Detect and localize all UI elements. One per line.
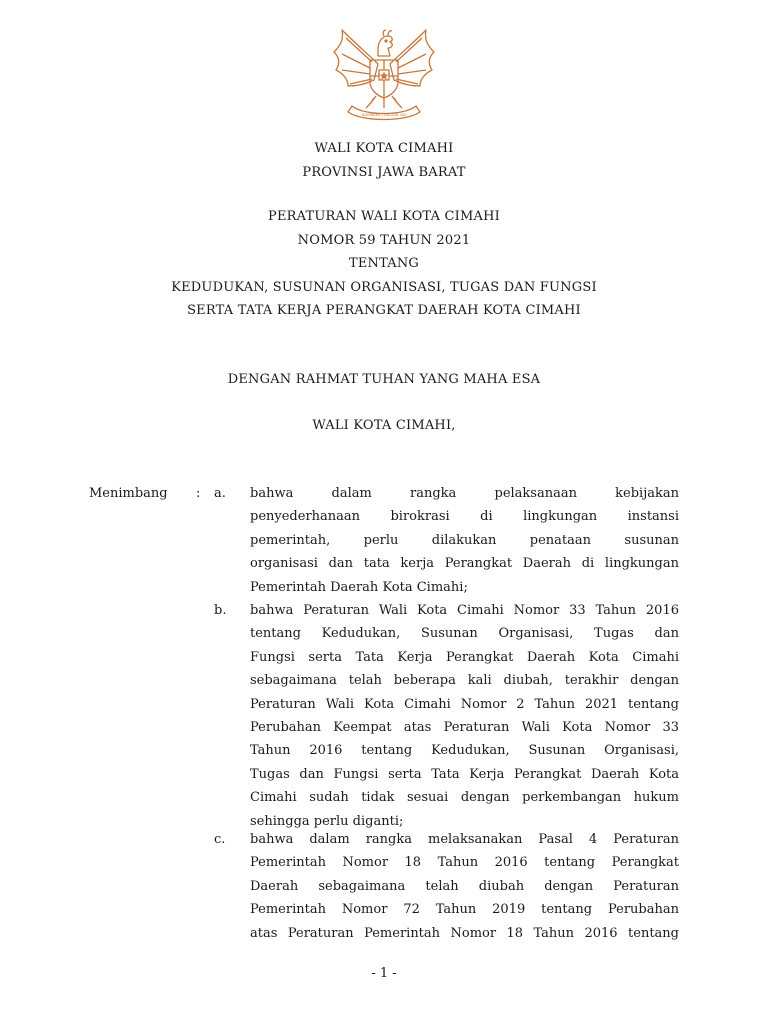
item-line: atas Peraturan Pemerintah Nomor 18 Tahun 2016 tentang: [250, 925, 679, 941]
item-line: Fungsi serta Tata Kerja Perangkat Daerah Kota Cimahi: [250, 649, 679, 665]
item-line: Perubahan Keempat atas Peraturan Wali Kota Nomor 33: [250, 720, 679, 736]
item-line: Tugas dan Fungsi serta Tata Kerja Perangkat Daerah Kota: [250, 766, 679, 782]
authority-statement: [0, 414, 768, 438]
item-line: Daerah sebagaimana telah diubah dengan Peraturan: [250, 878, 679, 894]
opening-text: DENGAN RAHMAT TUHAN YANG MAHA ESA: [227, 372, 541, 387]
item-line: Pemerintah Nomor 18 Tahun 2016 tentang Perangkat: [250, 855, 679, 871]
item-line: sebagaimana telah beberapa kali diubah, terakhir dengan: [250, 673, 679, 689]
item-line: Pemerintah Daerah Kota Cimahi;: [250, 579, 468, 595]
item-line: Peraturan Wali Kota Cimahi Nomor 2 Tahun 2021 tentang: [250, 696, 679, 712]
considering-label: Menimbang: [89, 486, 168, 501]
regulation-number: NOMOR 59 TAHUN 2021: [297, 232, 471, 248]
regulation-heading: [0, 205, 768, 323]
issuer-title: WALI KOTA CIMAHI: [314, 141, 454, 156]
authority-text: WALI KOTA CIMAHI,: [312, 418, 456, 433]
item-line: bahwa dalam rangka melaksanakan Pasal 4 Peraturan: [250, 832, 679, 847]
item-line: bahwa dalam rangka pelaksanaan kebijakan: [250, 486, 679, 501]
regulation-subject-line1: KEDUDUKAN, SUSUNAN ORGANISASI, TUGAS DAN FUNGSI: [171, 279, 597, 295]
emblem-motto: BHINNEKA TUNGGAL IKA: [361, 113, 407, 117]
page-number: - 1 -: [371, 966, 397, 981]
considering-item-letter-a: a.: [214, 486, 226, 501]
item-line: penyederhanaan birokrasi di lingkungan instansi: [250, 509, 679, 525]
considering-item-a: [250, 482, 679, 599]
item-line: Cimahi sudah tidak sesuai dengan perkembangan hukum: [250, 790, 679, 806]
item-line: Tahun 2016 tentang Kedudukan, Susunan Organisasi,: [250, 743, 679, 759]
regulation-title: PERATURAN WALI KOTA CIMAHI: [268, 209, 500, 224]
item-line: sehingga perlu diganti;: [250, 813, 404, 829]
item-line: bahwa Peraturan Wali Kota Cimahi Nomor 33 Tahun 2016: [250, 603, 679, 618]
issuer-header: [0, 137, 768, 184]
item-line: organisasi dan tata kerja Perangkat Daerah di lingkungan: [250, 556, 679, 572]
opening-statement: [0, 368, 768, 392]
considering-item-letter-c: c.: [214, 832, 226, 847]
considering-item-c: [250, 828, 679, 945]
regulation-about: TENTANG: [348, 256, 420, 271]
item-line: pemerintah, perlu dilakukan penataan susunan: [250, 532, 679, 548]
considering-item-letter-b: b.: [214, 603, 227, 618]
regulation-subject-line2: SERTA TATA KERJA PERANGKAT DAERAH KOTA CIMAHI: [187, 303, 581, 318]
considering-item-b: [250, 599, 679, 833]
item-line: tentang Kedudukan, Susunan Organisasi, Tugas dan: [250, 626, 679, 642]
garuda-pancasila-emblem-icon: [328, 24, 440, 124]
issuer-province: PROVINSI JAWA BARAT: [302, 164, 466, 180]
item-line: Pemerintah Nomor 72 Tahun 2019 tentang Perubahan: [250, 902, 679, 918]
considering-colon: :: [196, 486, 201, 501]
